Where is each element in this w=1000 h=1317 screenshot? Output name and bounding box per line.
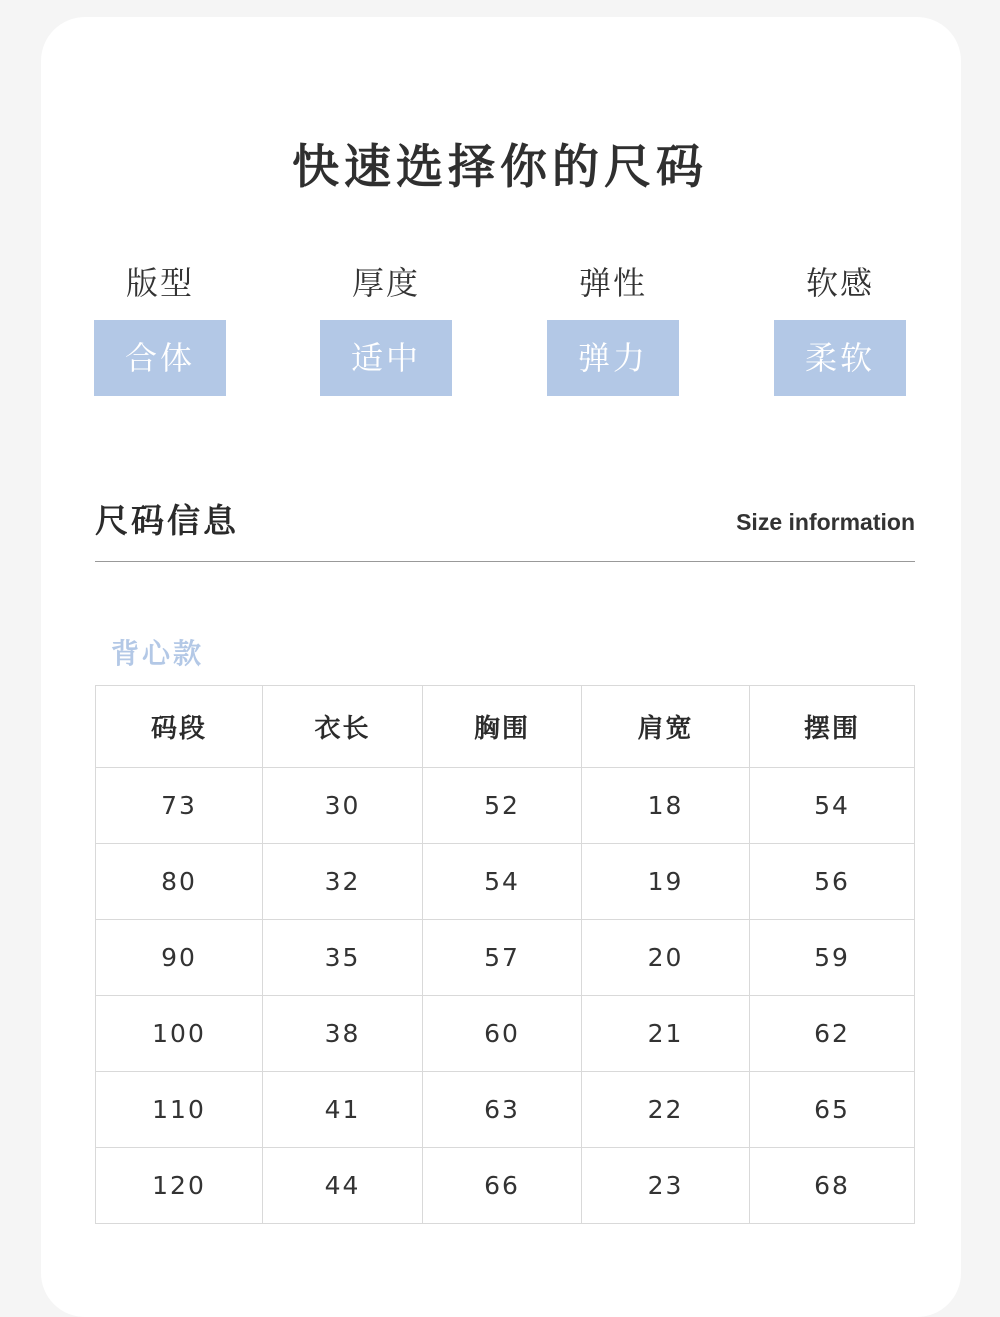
cell-size: 100 <box>96 996 263 1072</box>
header-hem: 摆围 <box>750 686 915 768</box>
table-row <box>96 768 915 844</box>
table-row <box>96 920 915 996</box>
header-length: 衣长 <box>263 686 423 768</box>
size-info-title: 尺码信息 <box>95 501 239 540</box>
cell-hem: 68 <box>750 1148 915 1224</box>
cell-chest: 57 <box>423 920 582 996</box>
table-row <box>96 844 915 920</box>
cell-shoulder: 19 <box>582 844 750 920</box>
table-row <box>96 1148 915 1224</box>
header-shoulder: 肩宽 <box>582 686 750 768</box>
cell-length: 35 <box>263 920 423 996</box>
cell-length: 32 <box>263 844 423 920</box>
size-info-subtitle: Size information <box>736 509 915 535</box>
attribute-softness-value: 柔软 <box>774 320 906 396</box>
cell-size: 120 <box>96 1148 263 1224</box>
cell-hem: 59 <box>750 920 915 996</box>
cell-hem: 56 <box>750 844 915 920</box>
header-chest: 胸围 <box>423 686 582 768</box>
cell-chest: 54 <box>423 844 582 920</box>
attribute-fit-value: 合体 <box>94 320 226 396</box>
cell-chest: 66 <box>423 1148 582 1224</box>
cell-chest: 52 <box>423 768 582 844</box>
cell-shoulder: 18 <box>582 768 750 844</box>
page-title: 快速选择你的尺码 <box>292 140 708 195</box>
attribute-elasticity-label: 弹性 <box>578 264 647 302</box>
cell-size: 90 <box>96 920 263 996</box>
cell-shoulder: 23 <box>582 1148 750 1224</box>
cell-size: 80 <box>96 844 263 920</box>
attribute-thickness-value: 适中 <box>320 320 452 396</box>
attribute-elasticity-value: 弹力 <box>547 320 679 396</box>
size-table <box>95 685 915 1224</box>
cell-length: 30 <box>263 768 423 844</box>
attribute-elasticity <box>547 260 679 396</box>
table-row <box>96 1072 915 1148</box>
cell-hem: 65 <box>750 1072 915 1148</box>
cell-shoulder: 20 <box>582 920 750 996</box>
cell-length: 41 <box>263 1072 423 1148</box>
cell-hem: 62 <box>750 996 915 1072</box>
cell-chest: 63 <box>423 1072 582 1148</box>
cell-chest: 60 <box>423 996 582 1072</box>
cell-hem: 54 <box>750 768 915 844</box>
cell-shoulder: 22 <box>582 1072 750 1148</box>
attribute-softness-label: 软感 <box>805 264 874 302</box>
cell-length: 44 <box>263 1148 423 1224</box>
attribute-thickness-label: 厚度 <box>351 264 420 302</box>
style-name: 背心款 <box>111 637 205 670</box>
cell-length: 38 <box>263 996 423 1072</box>
cell-size: 110 <box>96 1072 263 1148</box>
table-header-row <box>96 686 915 768</box>
attribute-fit <box>94 260 226 396</box>
cell-size: 73 <box>96 768 263 844</box>
cell-shoulder: 21 <box>582 996 750 1072</box>
attribute-softness <box>774 260 906 396</box>
header-size: 码段 <box>96 686 263 768</box>
attribute-thickness <box>320 260 452 396</box>
section-divider <box>95 561 915 562</box>
table-row <box>96 996 915 1072</box>
attribute-fit-label: 版型 <box>125 264 194 302</box>
